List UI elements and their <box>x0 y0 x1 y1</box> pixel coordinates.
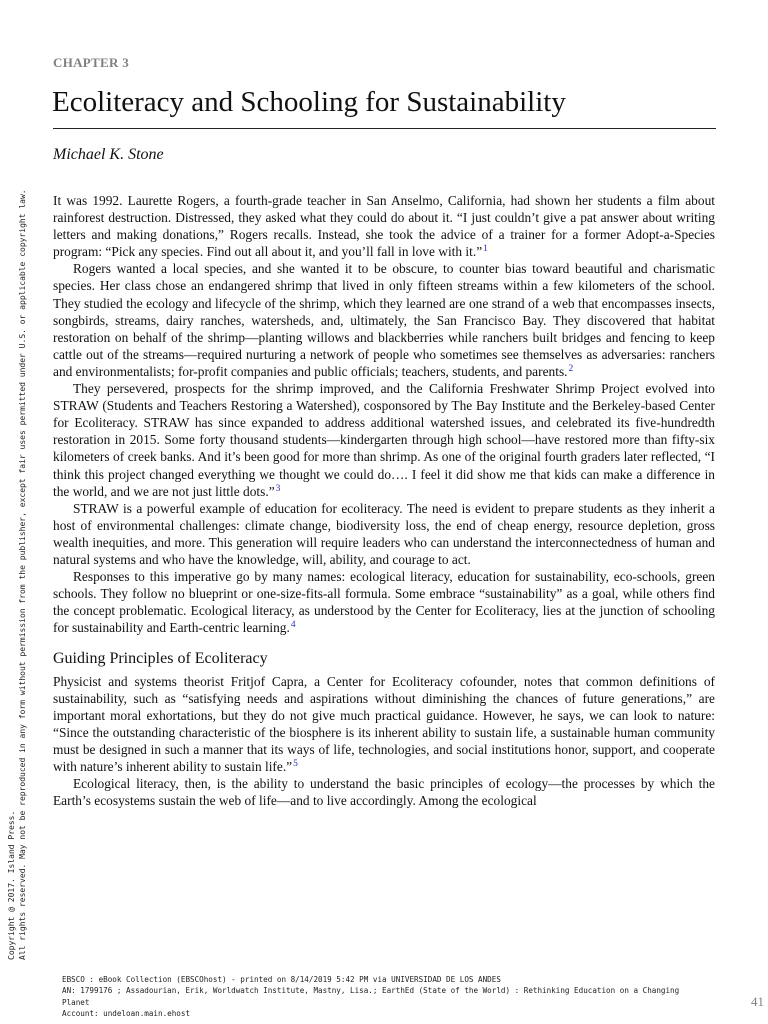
footnote-link[interactable]: 4 <box>290 620 296 631</box>
page-number: 41 <box>751 994 764 1009</box>
author-name: Michael K. Stone <box>53 146 164 163</box>
title-divider <box>53 128 716 129</box>
footnote-link[interactable]: 5 <box>293 759 298 769</box>
copyright-notice <box>6 180 28 960</box>
chapter-title: Ecoliteracy and Schooling for Sustainability <box>52 86 566 118</box>
chapter-label: CHAPTER 3 <box>53 55 130 70</box>
paragraph: Responses to this imperative go by many names: ecological literacy, education for sustainability, eco-schools, green schools. They follow no blueprint or one-size-fits-all formula. Some embrace “sustainability” as a goal, while others find the concept problematic. Ecological literacy, as understood by the Center for Ecoliteracy, lies at the junction of schooling for sustainability and Earth-centric learning.$^4$ <box>53 569 715 636</box>
footer-account-line: Account: undeloan.main.ehost <box>62 1008 191 1018</box>
paragraph: Ecological literacy, then, is the ability to understand the basic principles of ecology—the processes by which the Earth’s ecosystems sustain the web of life—and to live accordingly. Among the ecological <box>53 776 715 809</box>
paragraph: It was 1992. Laurette Rogers, a fourth-grade teacher in San Anselmo, California, had shown her students a film about rainforest destruction. Distressed, they asked what they could do about it. “I just couldn’t give a pat answer about writing letters and making donations,” Rogers recalls. Instead, she took the advice of a trainer for a former Adopt-a-Species program: “Pick any species. Find out all about it, and you’ll fall in love with it.”$^1$ <box>53 193 715 260</box>
chapter-body <box>53 192 715 809</box>
footnote-link[interactable]: 1 <box>483 244 488 255</box>
copyright-line: Copyright @ 2017. Island Press. <box>7 810 16 960</box>
paragraph: STRAW is a powerful example of education for ecoliteracy. The need is evident to prepare students as they inherit a host of environmental challenges: climate change, biodiversity loss, the end of cheap energy, resource depletion, gross wealth inequities, and more. This generation will require leaders who can understand the interconnectedness of human and natural systems and who have the knowledge, will, ability, and courage to act. <box>53 500 715 567</box>
paragraph: Physicist and systems theorist Fritjof Capra, a Center for Ecoliteracy cofounder, notes that common definitions of sustainability, such as “satisfying needs and aspirations without diminishing the chances of future generations,” are important moral exhortations, but they do not give much practical guidance. However, he says, we can look to nature: “Since the outstanding characteristic of the biosphere is its inherent ability to sustain life, a sustainable human community must be designed in such a manner that its ways of life, technologies, and social institutions honor, support, and cooperate with nature’s inherent ability to sustain life.”$^5$ <box>53 673 715 774</box>
ebsco-footer <box>62 974 702 1019</box>
paragraph: Rogers wanted a local species, and she wanted it to be obscure, to counter bias toward beautiful and charismatic species. Her class chose an endangered shrimp that lived in only fifteen streams within a few kilometers of the school. They studied the ecology and lifecycle of the shrimp, which they learned are one strand of a web that encompasses insects, songbirds, streams, dairy ranches, watersheds, and, ultimately, the San Francisco Bay. They discovered that habitat restoration on behalf of the shrimp—planting willows and blackberries while ranchers built bridges and fencing to keep cattle out of the streams—required nurturing a network of people who sometimes see themselves as adversaries: ranchers and environmentalists; for-profit companies and public officials; teachers, students, and parents.$^2$ <box>53 261 715 379</box>
paragraph: They persevered, prospects for the shrimp improved, and the California Freshwater Shrimp Project evolved into STRAW (Students and Teachers Restoring a Watershed), cosponsored by The Bay Institute and the Berkeley-based Center for Ecoliteracy. STRAW has since expanded to address additional watershed issues, and celebrated its five-hundredth restoration in 2015. Some forty thousand students—kindergarten through high school—have restored more than fifty-six kilometers of creek banks. And it’s been good for more than shrimp. As one of the original fourth graders later reflected, “I think this project changed everything we thought we could do…. I feel it did show me that kids can make a difference in the world, and we are not just little dots.”$^3$ <box>53 381 715 499</box>
footer-print-line: EBSCO : eBook Collection (EBSCOhost) - printed on 8/14/2019 5:42 PM via UNIVERSIDAD DE LOS ANDES <box>62 975 501 984</box>
footer-citation-line: AN: 1799176 ; Assadourian, Erik, Worldwatch Institute, Mastny, Lisa.; EarthEd (State of the World) : Rethinking Education on a Changing Planet <box>62 986 680 1007</box>
rights-line: All rights reserved. May not be reproduced in any form without permission from the publisher, except fair uses permitted under U.S. or applicable copyright law. <box>18 189 27 960</box>
section-heading: Guiding Principles of Ecoliteracy <box>53 650 268 668</box>
footnote-link[interactable]: 2 <box>568 363 574 374</box>
footnote-link[interactable]: 3 <box>275 483 281 494</box>
